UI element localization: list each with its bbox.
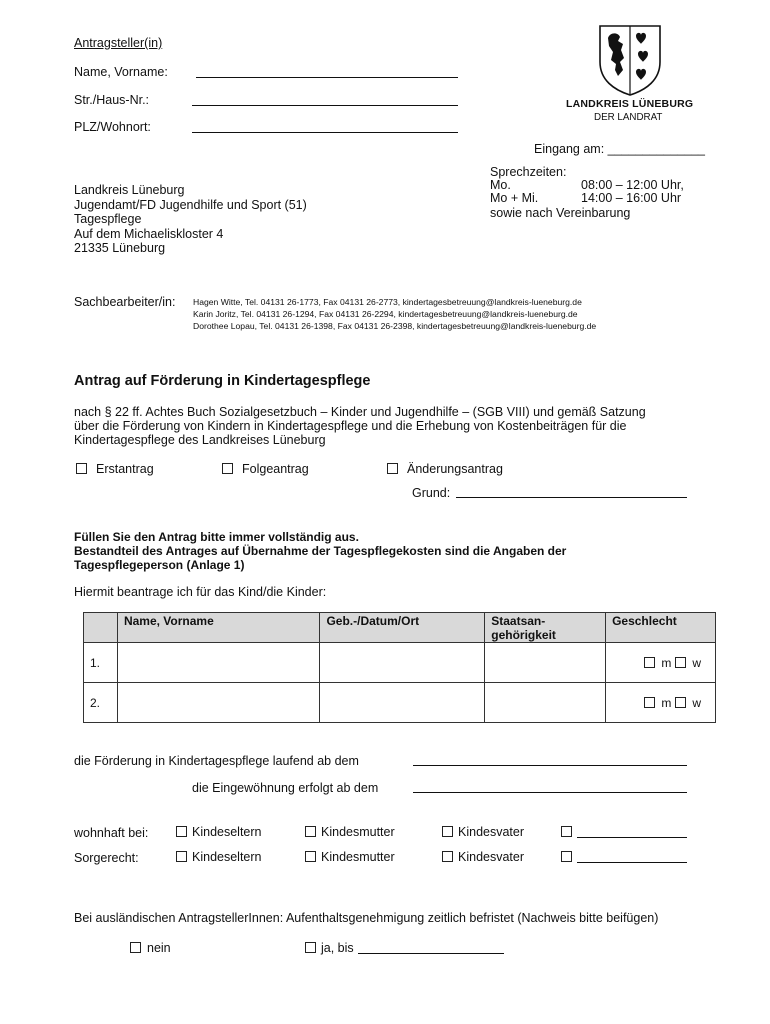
- office-hours-time2: 14:00 – 16:00 Uhr: [581, 191, 682, 205]
- checkbox-icon: [222, 463, 233, 474]
- folgeantrag-checkbox[interactable]: [222, 462, 309, 476]
- permit-yes-label: ja, bis: [321, 941, 354, 955]
- form-intro: [74, 405, 646, 447]
- residence-father-checkbox[interactable]: [442, 825, 524, 839]
- foreign-text: Bei ausländischen AntragstellerInnen: Aufenthaltsgenehmigung zeitlich befristet (Nachweis bitte beifügen): [74, 911, 659, 925]
- checkbox-icon: [305, 942, 316, 953]
- row-number: 1.: [84, 643, 118, 683]
- recipient-address: [74, 183, 307, 256]
- reason-field[interactable]: [456, 497, 687, 498]
- contacts-list: [193, 296, 596, 332]
- notice-line: Tagespflegeperson (Anlage 1): [74, 558, 245, 572]
- contact-item: Karin Joritz, Tel. 04131 26-1294, Fax 04131 26-2294, kindertagesbetreuung@landkreis-lueneburg.de: [193, 309, 578, 319]
- gender-w-label: w: [692, 695, 701, 710]
- address-line: 21335 Lüneburg: [74, 241, 166, 255]
- city-field[interactable]: [192, 132, 458, 133]
- checkbox-m[interactable]: [644, 697, 655, 708]
- funding-date-field[interactable]: [413, 765, 687, 766]
- street-label: Str./Haus-Nr.:: [74, 93, 150, 107]
- checkbox-m[interactable]: [644, 657, 655, 668]
- checkbox-w[interactable]: [675, 697, 686, 708]
- header-gender: Geschlecht: [606, 613, 716, 643]
- request-text: Hiermit beantrage ich für das Kind/die Kinder:: [74, 585, 327, 599]
- header-birth: Geb.-/Datum/Ort: [320, 613, 485, 643]
- address-line: Auf dem Michaeliskloster 4: [74, 226, 224, 241]
- custody-father-checkbox[interactable]: [442, 850, 524, 864]
- birth-cell[interactable]: [320, 643, 485, 683]
- table-row: [84, 643, 716, 683]
- name-cell[interactable]: [117, 683, 320, 723]
- residence-parents-checkbox[interactable]: [176, 825, 262, 839]
- custody-parents-label: Kindeseltern: [192, 850, 262, 864]
- funding-label: die Förderung in Kindertagespflege laufend ab dem: [74, 754, 359, 768]
- receipt-label: Eingang am: ______________: [534, 142, 705, 156]
- aenderungsantrag-checkbox[interactable]: [387, 462, 503, 476]
- intro-line: nach § 22 ff. Achtes Buch Sozialgesetzbuch – Kinder und Jugendhilfe – (SGB VIII) und gemäß Satzung: [74, 405, 646, 419]
- aenderungsantrag-label: Änderungsantrag: [407, 462, 503, 476]
- custody-label: Sorgerecht:: [74, 851, 139, 865]
- intro-line: über die Förderung von Kindern in Kindertagespflege und die Erhebung von Kostenbeiträgen für die: [74, 419, 627, 433]
- address-line: Tagespflege: [74, 212, 142, 226]
- settling-date-field[interactable]: [413, 792, 687, 793]
- permit-yes-checkbox[interactable]: [305, 941, 354, 955]
- gender-cell: [606, 643, 716, 683]
- header-nationality-line1: Staatsan-: [491, 614, 546, 628]
- header-nationality-line2: gehörigkeit: [491, 628, 556, 642]
- birth-cell[interactable]: [320, 683, 485, 723]
- notice-line: Füllen Sie den Antrag bitte immer vollständig aus.: [74, 530, 359, 544]
- checkbox-icon: [442, 826, 453, 837]
- applicant-heading: Antragsteller(in): [74, 36, 163, 50]
- form-title: Antrag auf Förderung in Kindertagespflege: [74, 373, 371, 389]
- table-row: [84, 683, 716, 723]
- office-hours-day1: Mo.: [490, 178, 511, 192]
- custody-other-field[interactable]: [577, 862, 687, 863]
- checkbox-icon: [561, 851, 572, 862]
- office-hours-time1: 08:00 – 12:00 Uhr,: [581, 178, 684, 192]
- logo-line2: DER LANDRAT: [594, 112, 663, 123]
- custody-father-label: Kindesvater: [458, 850, 525, 864]
- residence-parents-label: Kindeseltern: [192, 825, 262, 839]
- checkbox-icon: [305, 826, 316, 837]
- coat-of-arms-icon: [596, 24, 664, 96]
- folgeantrag-label: Folgeantrag: [242, 462, 309, 476]
- office-hours-day2: Mo + Mi.: [490, 191, 539, 205]
- checkbox-icon: [387, 463, 398, 474]
- residence-mother-label: Kindesmutter: [321, 825, 395, 839]
- nationality-cell[interactable]: [485, 643, 606, 683]
- erstantrag-checkbox[interactable]: [76, 462, 154, 476]
- permit-no-label: nein: [147, 941, 171, 955]
- gender-m-label: m: [661, 695, 672, 710]
- residence-mother-checkbox[interactable]: [305, 825, 395, 839]
- residence-label: wohnhaft bei:: [74, 826, 149, 840]
- street-field[interactable]: [192, 105, 458, 106]
- city-label: PLZ/Wohnort:: [74, 120, 151, 134]
- name-cell[interactable]: [117, 643, 320, 683]
- checkbox-icon: [176, 826, 187, 837]
- custody-mother-checkbox[interactable]: [305, 850, 395, 864]
- table-header-row: [84, 613, 716, 643]
- custody-mother-label: Kindesmutter: [321, 850, 395, 864]
- residence-father-label: Kindesvater: [458, 825, 525, 839]
- residence-other-field[interactable]: [577, 837, 687, 838]
- row-number: 2.: [84, 683, 118, 723]
- checkbox-icon: [176, 851, 187, 862]
- nationality-cell[interactable]: [485, 683, 606, 723]
- notice-line: Bestandteil des Antrages auf Übernahme der Tagespflegekosten sind die Angaben der: [74, 544, 567, 558]
- name-label: Name, Vorname:: [74, 65, 168, 79]
- reason-label: Grund:: [412, 486, 451, 500]
- checkbox-w[interactable]: [675, 657, 686, 668]
- address-line: Landkreis Lüneburg: [74, 183, 185, 197]
- children-table: [83, 612, 716, 723]
- office-hours-note: sowie nach Vereinbarung: [490, 206, 631, 220]
- permit-no-checkbox[interactable]: [130, 941, 171, 955]
- address-line: Jugendamt/FD Jugendhilfe und Sport (51): [74, 197, 307, 212]
- intro-line: Kindertagespflege des Landkreises Lüneburg: [74, 433, 326, 447]
- contact-item: Hagen Witte, Tel. 04131 26-1773, Fax 04131 26-2773, kindertagesbetreuung@landkreis-lueneburg.de: [193, 297, 582, 307]
- name-field[interactable]: [196, 77, 458, 78]
- contacts-label: Sachbearbeiter/in:: [74, 295, 176, 309]
- notice: [74, 530, 566, 572]
- gender-w-label: w: [692, 655, 701, 670]
- settling-label: die Eingewöhnung erfolgt ab dem: [192, 781, 379, 795]
- checkbox-icon: [130, 942, 141, 953]
- office-hours-heading: Sprechzeiten:: [490, 165, 567, 179]
- header-name: Name, Vorname: [117, 613, 320, 643]
- gender-m-label: m: [661, 655, 672, 670]
- logo-line1: LANDKREIS LÜNEBURG: [566, 98, 694, 110]
- checkbox-icon: [561, 826, 572, 837]
- erstantrag-label: Erstantrag: [96, 462, 154, 476]
- header-nationality: [485, 613, 606, 643]
- custody-parents-checkbox[interactable]: [176, 850, 262, 864]
- checkbox-icon: [305, 851, 316, 862]
- gender-cell: [606, 683, 716, 723]
- permit-until-field[interactable]: [358, 953, 504, 954]
- checkbox-icon: [76, 463, 87, 474]
- contact-item: Dorothee Lopau, Tel. 04131 26-1398, Fax 04131 26-2398, kindertagesbetreuung@landkreis-lueneburg.de: [193, 321, 597, 331]
- checkbox-icon: [442, 851, 453, 862]
- header-number: [84, 613, 118, 643]
